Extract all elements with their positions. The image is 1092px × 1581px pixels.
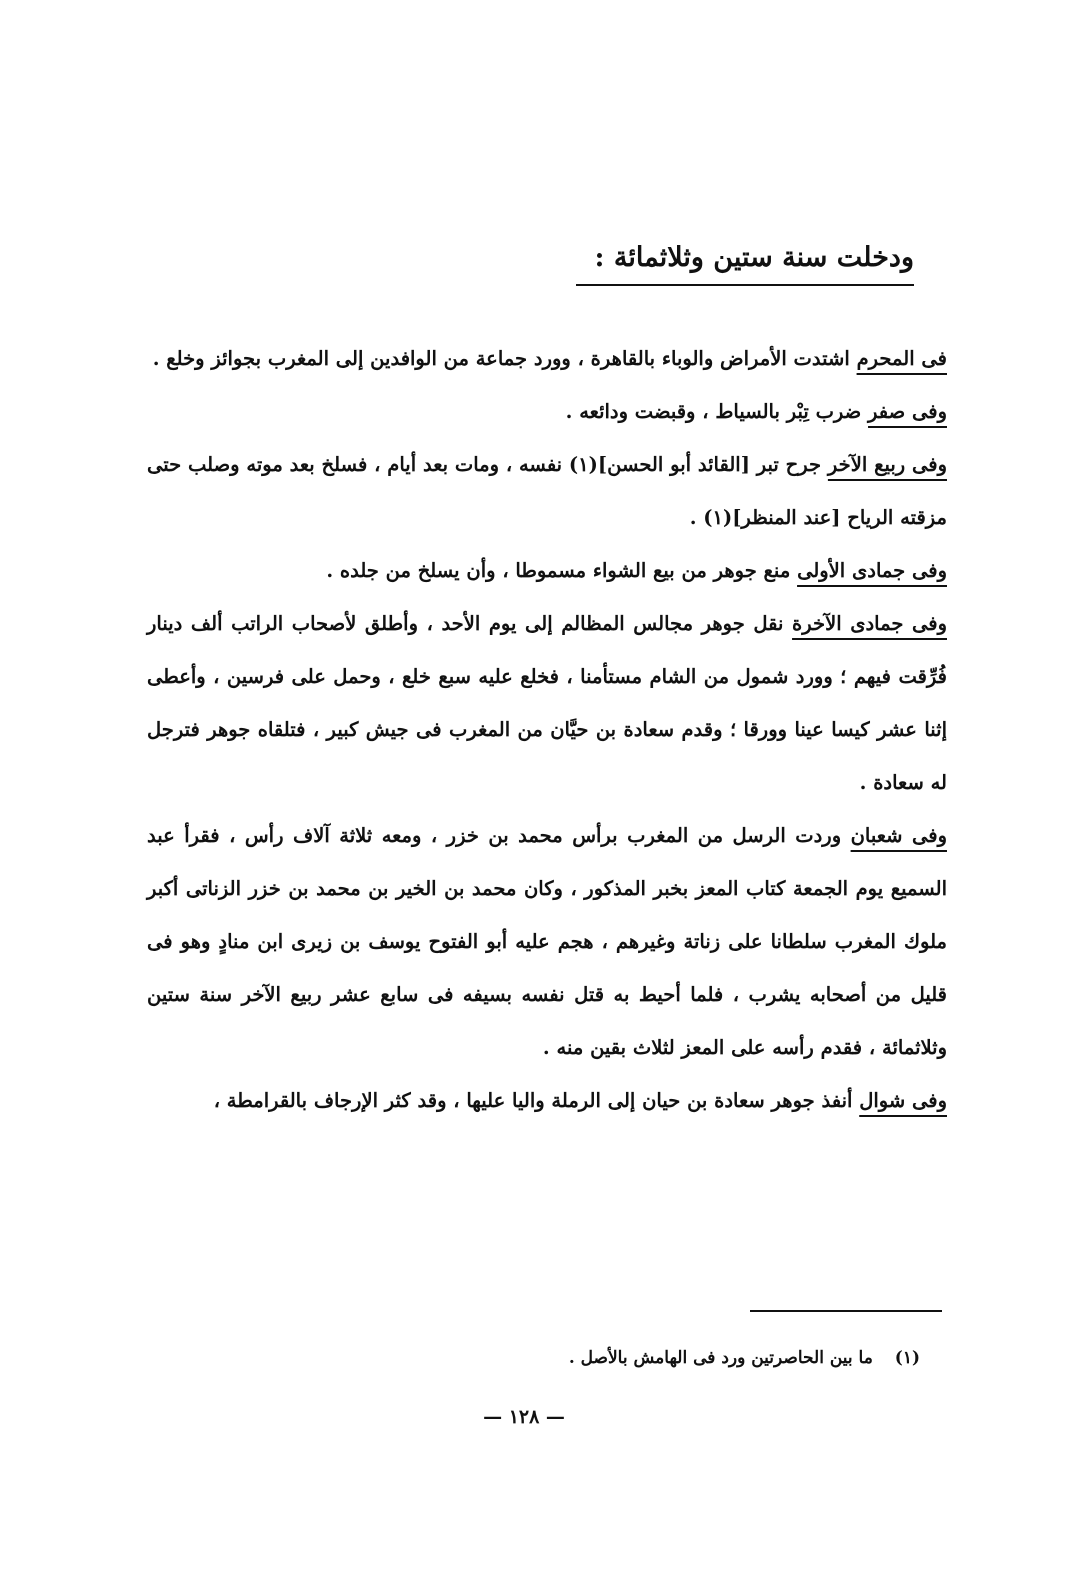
paragraph-text: منع جوهر من بيع الشواء مسموطا ، وأن يسلخ من جلده . [326, 559, 798, 582]
month-label: وفى ربيع الآخر [827, 453, 947, 476]
footnote [569, 1343, 920, 1373]
section-heading: ودخلت سنة ستين وثلاثمائة : [594, 242, 914, 273]
month-label: وفى شوال [859, 1089, 947, 1112]
paragraph-rabi-akhir [147, 438, 947, 544]
month-label: فى المحرم [856, 347, 947, 370]
page-number: — ١٢٨ — [483, 1406, 565, 1428]
footnote-number: (١) [894, 1348, 920, 1368]
paragraph-jumada-ula [147, 544, 947, 597]
paragraph-muharram [147, 332, 947, 385]
paragraph-shawwal [147, 1074, 947, 1127]
paragraph-text: نقل جوهر مجالس المظالم إلى يوم الأحد ، وأطلق لأصحاب الراتب ألف دينار فُرِّقت فيهم ؛ وورد شمول من الشام مستأمنا ، فخلع عليه سبع خلع ، وحمل على فرسين ، وأعطى إثنا عشر كيسا عينا وورقا ؛ وقدم سعادة بن حيَّان من المغرب فى جيش كبير ، فتلقاه جوهر فترجل له سعادة . [147, 612, 947, 794]
paragraph-safar [147, 385, 947, 438]
heading-underline [576, 284, 914, 286]
month-label: وفى صفر [868, 400, 947, 423]
paragraph-text: أنفذ جوهر سعادة بن حيان إلى الرملة واليا عليها ، وقد كثر الإرجاف بالقرامطة ، [213, 1089, 860, 1112]
paragraph-shaban [147, 809, 947, 1074]
paragraph-jumada-akhira [147, 597, 947, 809]
paragraph-text: وردت الرسل من المغرب برأس محمد بن خزر ، ومعه ثلاثة آلاف رأس ، فقرأ عبد السميع يوم الجمعة كتاب المعز بخبر المذكور ، وكان محمد بن الخير بن محمد بن خزر الزناتى أكبر ملوك المغرب سلطانا على زناتة وغيرهم ، هجم عليه أبو الفتوح يوسف بن زيرى ابن منادٍ وهو فى قليل من أصحابه يشرب ، فلما أحيط به قتل نفسه بسيفه فى سابع عشر ربيع الآخر سنة ستين وثلاثمائة ، فقدم رأسه على المعز لثلاث بقين منه . [147, 824, 947, 1059]
month-label: وفى شعبان [850, 824, 947, 847]
footnote-text: ما بين الحاصرتين ورد فى الهامش بالأصل . [568, 1348, 873, 1368]
month-label: وفى جمادى الآخرة [792, 612, 947, 635]
paragraph-text: اشتدت الأمراض والوباء بالقاهرة ، وورد جماعة من الوافدين إلى المغرب بجوائز وخلع . [152, 347, 857, 370]
footnote-separator [750, 1310, 942, 1312]
month-label: وفى جمادى الأولى [797, 559, 947, 582]
body-text [147, 332, 947, 1127]
paragraph-text: جرح تبر [القائد أبو الحسن](١) نفسه ، ومات بعد أيام ، فسلخ بعد موته وصلب حتى مزقته الرياح [عند المنظر](١) . [147, 453, 947, 529]
paragraph-text: ضرب تِبْر بالسياط ، وقبضت ودائعه . [565, 400, 869, 423]
